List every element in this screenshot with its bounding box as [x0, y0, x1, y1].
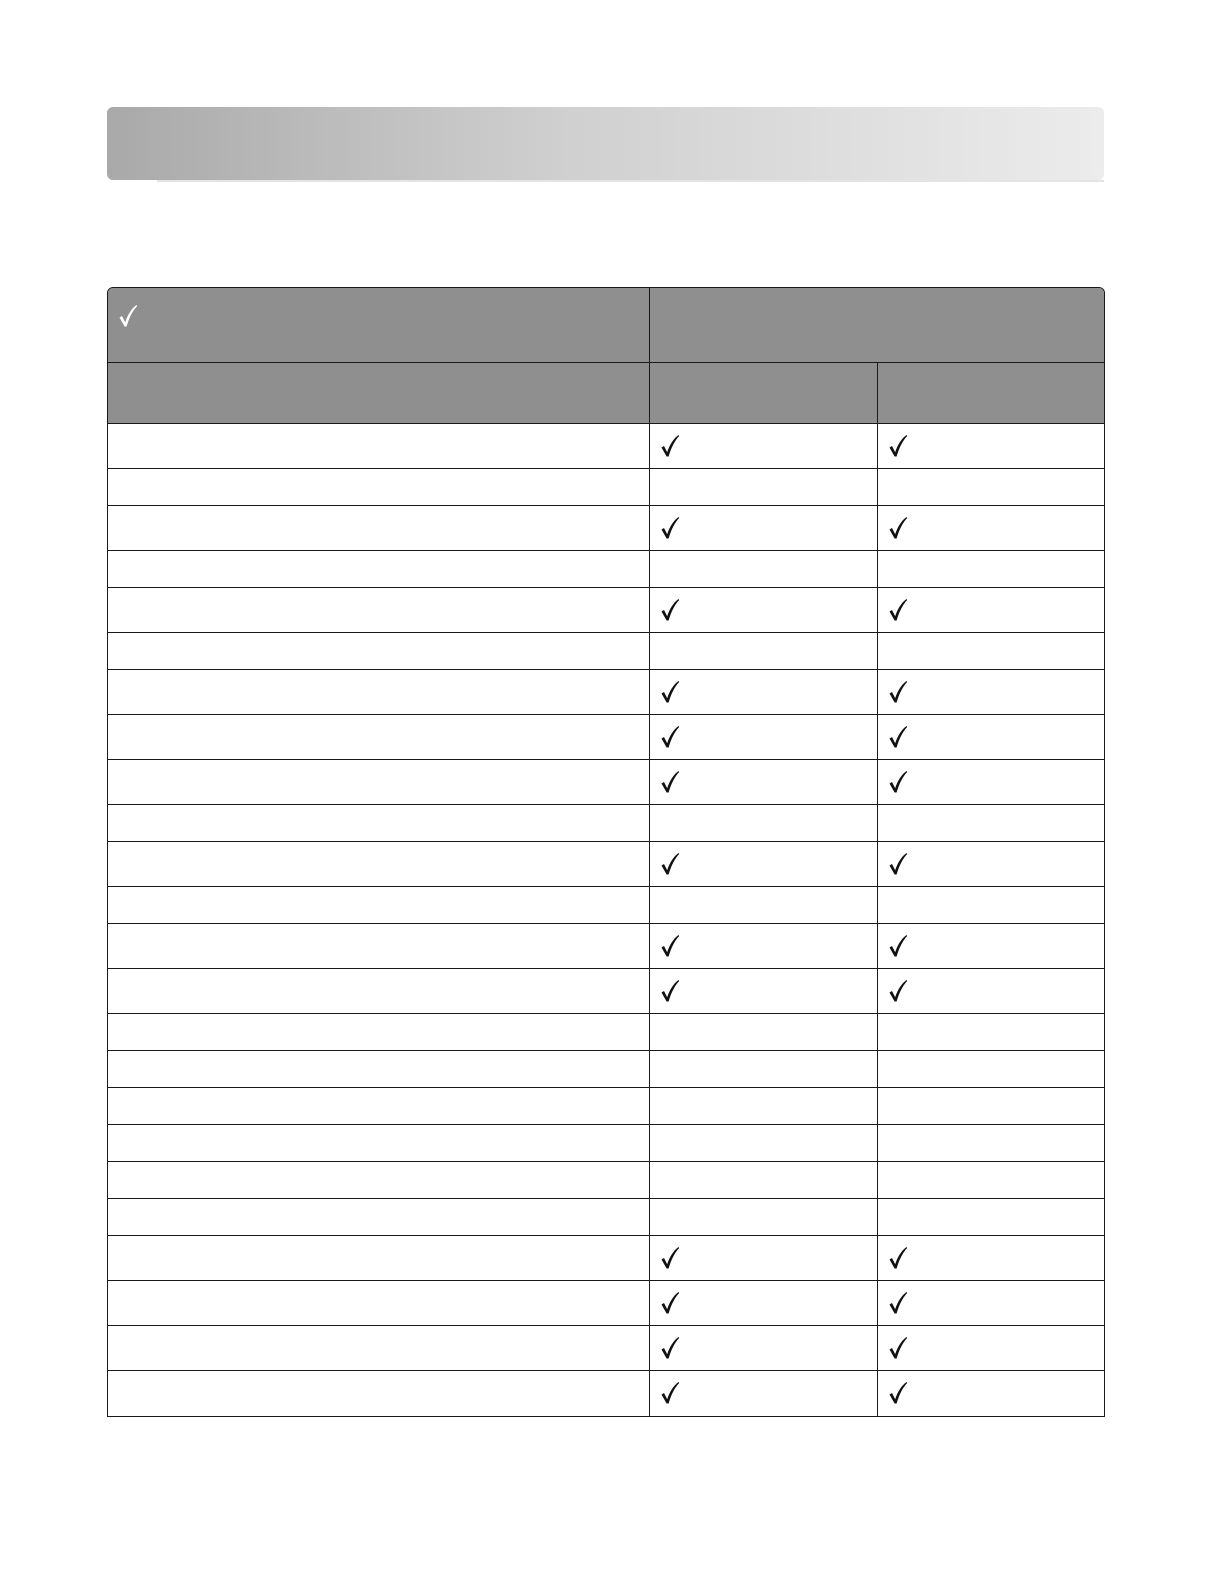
row-cell-col3 [878, 551, 1104, 587]
row-label [108, 1051, 650, 1087]
checkmark-icon [660, 934, 680, 958]
table-header-sub [108, 363, 1104, 424]
row-cell-col2 [650, 887, 878, 923]
row-label [108, 1236, 650, 1280]
row-cell-col3 [878, 1125, 1104, 1161]
row-label [108, 1125, 650, 1161]
table-row [108, 1088, 1104, 1125]
row-label [108, 588, 650, 632]
row-label [108, 1281, 650, 1325]
row-cell-col3 [878, 1326, 1104, 1370]
row-cell-col2 [650, 1199, 878, 1235]
row-label [108, 1199, 650, 1235]
table-row [108, 670, 1104, 715]
checkmark-icon [660, 516, 680, 540]
row-label [108, 670, 650, 714]
row-cell-col2 [650, 1162, 878, 1198]
row-label [108, 1088, 650, 1124]
section-title-banner [107, 107, 1104, 180]
row-cell-col2 [650, 506, 878, 550]
row-label [108, 969, 650, 1013]
header-top-right [650, 288, 1104, 362]
table-row [108, 551, 1104, 588]
row-cell-col3 [878, 670, 1104, 714]
row-label [108, 424, 650, 468]
banner-underline [157, 180, 1104, 182]
checkmark-icon [888, 516, 908, 540]
row-cell-col2 [650, 1281, 878, 1325]
row-cell-col3 [878, 1051, 1104, 1087]
table-row [108, 1236, 1104, 1281]
table-row [108, 1281, 1104, 1326]
row-label [108, 551, 650, 587]
table-row [108, 1326, 1104, 1371]
table-row [108, 1199, 1104, 1236]
checkmark-icon [888, 1381, 908, 1405]
row-cell-col3 [878, 588, 1104, 632]
checkmark-icon [888, 852, 908, 876]
row-label [108, 1371, 650, 1416]
checkmark-icon [660, 1291, 680, 1315]
table-body [108, 424, 1104, 1416]
support-table [107, 287, 1105, 1417]
header-sub-col3 [878, 363, 1104, 423]
row-label [108, 1014, 650, 1050]
checkmark-icon [660, 598, 680, 622]
table-row [108, 1371, 1104, 1416]
row-cell-col3 [878, 887, 1104, 923]
checkmark-icon [660, 680, 680, 704]
row-label [108, 715, 650, 759]
header-sub-col1 [108, 363, 650, 423]
checkmark-icon [888, 598, 908, 622]
row-cell-col2 [650, 588, 878, 632]
checkmark-icon [118, 304, 138, 328]
checkmark-icon [660, 1246, 680, 1270]
row-label [108, 805, 650, 841]
table-row [108, 760, 1104, 805]
row-cell-col2 [650, 424, 878, 468]
table-row [108, 887, 1104, 924]
checkmark-icon [660, 979, 680, 1003]
row-label [108, 469, 650, 505]
row-cell-col2 [650, 715, 878, 759]
checkmark-icon [888, 725, 908, 749]
row-cell-col3 [878, 469, 1104, 505]
row-cell-col2 [650, 924, 878, 968]
row-cell-col2 [650, 551, 878, 587]
checkmark-icon [660, 1336, 680, 1360]
row-cell-col2 [650, 1014, 878, 1050]
row-cell-col2 [650, 1371, 878, 1416]
row-cell-col3 [878, 1088, 1104, 1124]
row-label [108, 842, 650, 886]
row-cell-col2 [650, 969, 878, 1013]
row-label [108, 506, 650, 550]
checkmark-icon [888, 1336, 908, 1360]
row-cell-col3 [878, 715, 1104, 759]
row-cell-col2 [650, 1236, 878, 1280]
checkmark-icon [660, 852, 680, 876]
table-row [108, 633, 1104, 670]
row-cell-col2 [650, 1088, 878, 1124]
row-label [108, 633, 650, 669]
row-cell-col2 [650, 1326, 878, 1370]
table-row [108, 1162, 1104, 1199]
table-row [108, 588, 1104, 633]
table-row [108, 924, 1104, 969]
row-cell-col3 [878, 842, 1104, 886]
row-cell-col2 [650, 469, 878, 505]
row-label [108, 1326, 650, 1370]
header-top-left [108, 288, 650, 362]
checkmark-icon [888, 979, 908, 1003]
checkmark-icon [888, 680, 908, 704]
row-cell-col3 [878, 1014, 1104, 1050]
row-cell-col2 [650, 670, 878, 714]
row-label [108, 760, 650, 804]
checkmark-icon [660, 725, 680, 749]
row-cell-col2 [650, 805, 878, 841]
row-label [108, 924, 650, 968]
row-cell-col3 [878, 924, 1104, 968]
row-cell-col3 [878, 805, 1104, 841]
row-cell-col3 [878, 633, 1104, 669]
row-cell-col3 [878, 969, 1104, 1013]
row-label [108, 1162, 650, 1198]
checkmark-icon [660, 770, 680, 794]
row-cell-col2 [650, 842, 878, 886]
checkmark-icon [888, 1291, 908, 1315]
table-row [108, 469, 1104, 506]
row-cell-col3 [878, 1199, 1104, 1235]
table-row [108, 424, 1104, 469]
row-cell-col3 [878, 1371, 1104, 1416]
row-label [108, 887, 650, 923]
checkmark-icon [660, 1381, 680, 1405]
row-cell-col2 [650, 1051, 878, 1087]
row-cell-col3 [878, 506, 1104, 550]
row-cell-col3 [878, 760, 1104, 804]
row-cell-col2 [650, 1125, 878, 1161]
table-row [108, 969, 1104, 1014]
row-cell-col3 [878, 1162, 1104, 1198]
checkmark-icon [888, 934, 908, 958]
checkmark-icon [888, 1246, 908, 1270]
row-cell-col3 [878, 1281, 1104, 1325]
checkmark-icon [888, 434, 908, 458]
table-row [108, 1014, 1104, 1051]
table-row [108, 715, 1104, 760]
table-row [108, 1051, 1104, 1088]
row-cell-col3 [878, 424, 1104, 468]
table-row [108, 506, 1104, 551]
table-header-top [108, 288, 1104, 363]
table-row [108, 1125, 1104, 1162]
row-cell-col3 [878, 1236, 1104, 1280]
row-cell-col2 [650, 760, 878, 804]
row-cell-col2 [650, 633, 878, 669]
table-row [108, 805, 1104, 842]
checkmark-icon [888, 770, 908, 794]
table-row [108, 842, 1104, 887]
checkmark-icon [660, 434, 680, 458]
header-sub-col2 [650, 363, 878, 423]
